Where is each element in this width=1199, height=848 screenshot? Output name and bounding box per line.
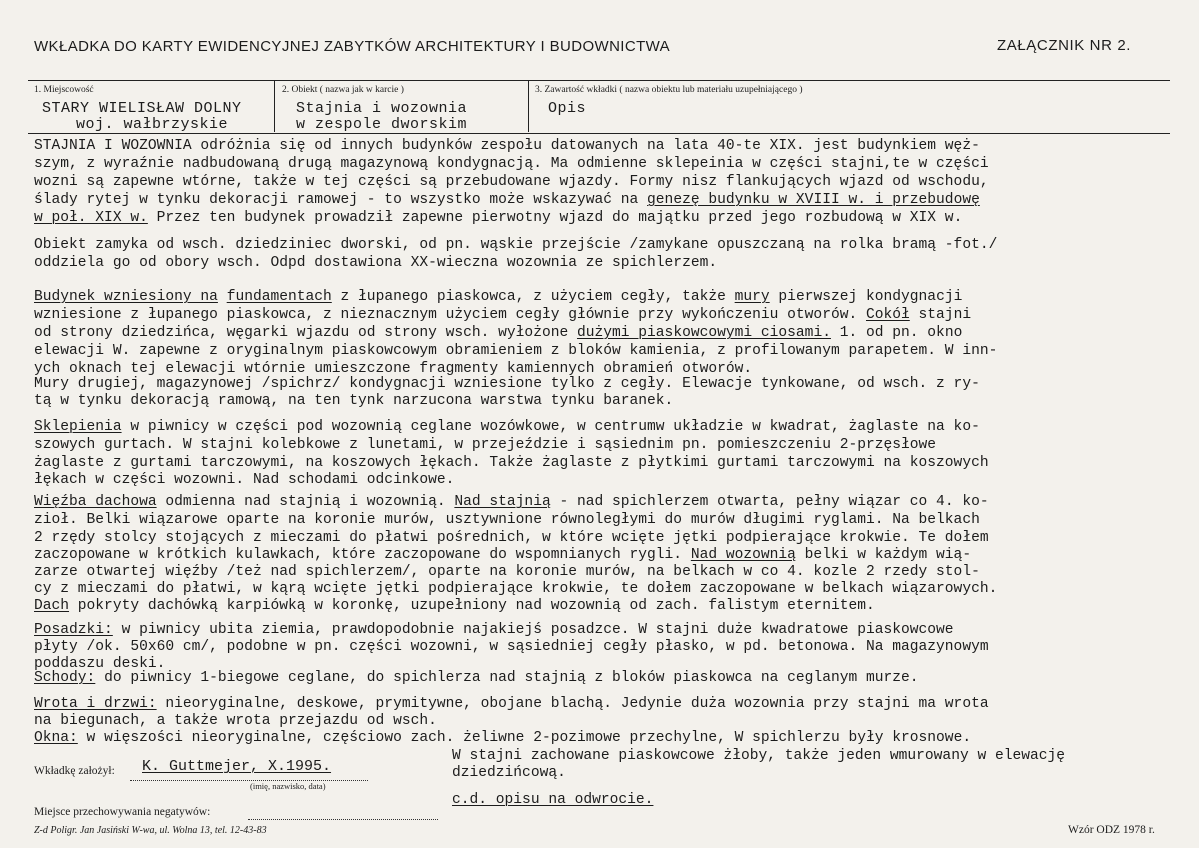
- p7-line4: W stajni zachowane piaskowcowe żłoby, także jeden wmurowany w elewację: [452, 748, 1066, 764]
- p1-line3: wozni są zapewne wtórne, także w tej części są przebudowane wjazdy. Formy nisz flankujących wjazd od wschodu,: [34, 174, 989, 190]
- field-2-label: 2. Obiekt ( nazwa jak w karcie ): [282, 85, 404, 95]
- p3-line6: Mury drugiej, magazynowej /spichrz/ kondygnacji wzniesione tylko z cegły. Elewacje tynkowane, od wsch. z ry-: [34, 376, 980, 392]
- printer-info: Z-d Poligr. Jan Jasiński W-wa, ul. Wolna 13, tel. 12-43-83: [34, 825, 267, 836]
- p3-line1: Budynek wzniesiony na fundamentach z łupanego piaskowca, z użyciem cegły, także mury pierwszej kondygnacji: [34, 289, 963, 305]
- p3-line3: od strony dziedzińca, węgarki wjazdu od strony wsch. wyłożone dużymi piaskowcowymi ciosami. 1. od pn. okno: [34, 325, 963, 341]
- p3-line5: ych oknach tej elewacji wtórnie umieszczone fragmenty kamiennych obramień otworów.: [34, 361, 753, 377]
- field-2-value-line2: w zespole dworskim: [296, 116, 468, 133]
- p3-line7: tą w tynku dekoracją ramową, na ten tynk narzucona warstwa tynku baranek.: [34, 393, 674, 409]
- field-divider-1: [274, 80, 275, 132]
- p1-line2: szym, z wyraźnie nadbudowaną drugą magazynową kondygnacją. Ma odmienne sklepeinia w części stajni,te w części: [34, 156, 989, 172]
- form-title: WKŁADKA DO KARTY EWIDENCYJNEJ ZABYTKÓW ARCHITEKTURY I BUDOWNICTWA: [34, 38, 671, 55]
- p1-line4: ślady rytej w tynku dekoracji ramowej - to wszystko może wskazywać na genezę budynku w XVIII w. i przebudowę: [34, 192, 980, 208]
- p4-line1: Sklepienia w piwnicy w części pod wozownią ceglane wozówkowe, w centrumw układzie w kwadrat, żaglaste na ko-: [34, 419, 980, 435]
- field-3-value: Opis: [548, 100, 587, 117]
- continued-note: c.d. opisu na odwrocie.: [452, 792, 654, 808]
- negatives-storage-line: [248, 819, 438, 820]
- p5-line6: cy z mieczami do płatwi, w kąrą wcięte jętki podpierające krokwie, te dołem zaczopowane w belkach wiązarowych.: [34, 581, 998, 597]
- p7-line1: Wrota i drzwi: nieoryginalne, deskowe, prymitywne, obojane blachą. Jedynie duża wozownia przy stajni ma wrota: [34, 696, 989, 712]
- field-1-value-line1: STARY WIELISŁAW DOLNY: [42, 100, 242, 117]
- p5-line1: Więźba dachowa odmienna nad stajnią i wozownią. Nad stajnią - nad spichlerzem otwarta, pełny wiązar co 4. ko-: [34, 494, 989, 510]
- p7-line5: dziedzińcową.: [452, 765, 566, 781]
- p6-line1: Posadzki: w piwnicy ubita ziemia, prawdopodobnie najakiejś posadzce. W stajni duże kwadratowe piaskowcowe: [34, 622, 954, 638]
- p5-line3: 2 rzędy stolcy stojących z mieczami do płatwi pośrednich, w które wcięte jętki podpierające krokwie. Te dołem: [34, 530, 989, 546]
- created-by-value: K. Guttmejer, X.1995.: [142, 758, 332, 775]
- field-3-label: 3. Zawartość wkładki ( nazwa obiektu lub materiału uzupełniającego ): [535, 85, 803, 95]
- p3-line2: wzniesione z łupanego piaskowca, z nieznacznym użyciem cegły głównie przy wykończeniu otworów. Cokół stajni: [34, 307, 972, 323]
- p6-line3: poddaszu deski.: [34, 656, 166, 672]
- p1-underline-genesis: genezę budynku w XVIII w. i przebudowę: [647, 192, 980, 208]
- p1-underline-date: w poł. XIX w.: [34, 210, 148, 226]
- created-by-label: Wkładkę założył:: [34, 765, 115, 777]
- p4-line4: łękach w części wozowni. Nad schodami odcinkowe.: [34, 472, 455, 488]
- created-by-hint: (imię, nazwisko, data): [250, 781, 326, 791]
- field-1-label: 1. Miejscowość: [34, 85, 94, 95]
- form-model: Wzór ODZ 1978 r.: [1068, 824, 1155, 836]
- negatives-storage-label: Miejsce przechowywania negatywów:: [34, 806, 211, 818]
- created-by-line: [130, 780, 368, 781]
- p2-line1: Obiekt zamyka od wsch. dziedziniec dworski, od pn. wąskie przejście /zamykane opuszczaną na rolka bramą -fot./: [34, 237, 998, 253]
- p5-line5: zarze otwartej więźby /też nad spichlerzem/, oparte na koronie murów, na belkach w co 4. kozle 2 rzedy stol-: [34, 564, 980, 580]
- p4-line2: szowych gurtach. W stajni kolebkowe z lunetami, w przejeździe i sąsiednim pn. pomieszczeniu 2-przęsłowe: [34, 437, 937, 453]
- field-1-value-line2: woj. wałbrzyskie: [76, 116, 229, 133]
- p5-line4: zaczopowane w krótkich kulawkach, które zaczopowane do wspomnianych rygli. Nad wozownią belki w każdym wią-: [34, 547, 972, 563]
- p3-line4: elewacji W. zapewne z oryginalnym piaskowcowym obramieniem z bloków kamienia, z profilowanym parapetem. W inn-: [34, 343, 998, 359]
- p5-line2: zioł. Belki wiązarowe oparte na koronie murów, usztywnione równoległymi do murów długimi ryglami. Na belkach: [34, 512, 980, 528]
- p6-line2: płyty /ok. 50x60 cm/, podobne w pn. części wozowni, w sąsiedniej cegły płasko, w pd. betonowa. Na magazynowym: [34, 639, 989, 655]
- p7-line2: na biegunach, a także wrota przejazdu od wsch.: [34, 713, 437, 729]
- field-divider-2: [528, 80, 529, 132]
- p6-line4: Schody: do piwnicy 1-biegowe ceglane, do spichlerza nad stajnią z bloków piaskowca na ceglanym murze.: [34, 670, 919, 686]
- p5-line7: Dach pokryty dachówką karpiówką w koronkę, uzupełniony nad wozownią od zach. falistym eternitem.: [34, 598, 875, 614]
- p2-line2: oddziela go od obory wsch. Odpd dostawiona XX-wieczna wozownia ze spichlerzem.: [34, 255, 718, 271]
- p1-line5: w poł. XIX w. Przez ten budynek prowadził zapewne pierwotny wjazd do majątku przed jego rozbudową w XIX w.: [34, 210, 963, 226]
- field-2-value-line1: Stajnia i wozownia: [296, 100, 468, 117]
- attachment-number: ZAŁĄCZNIK NR 2.: [997, 37, 1132, 54]
- p4-line3: żaglaste z gurtami tarczowymi, na koszowych łękach. Także żaglaste z płytkimi gurtami tarczowymi na koszowych: [34, 455, 989, 471]
- p1-line1: STAJNIA I WOZOWNIA odróżnia się od innych budynków zespołu datowanych na lata 40-te XIX. jest budynkiem węż-: [34, 138, 980, 154]
- p7-line3: Okna: w więszości nieoryginalne, częściowo zach. żeliwne 2-pozimowe przechylne, W spichlerzu były krosnowe.: [34, 730, 972, 746]
